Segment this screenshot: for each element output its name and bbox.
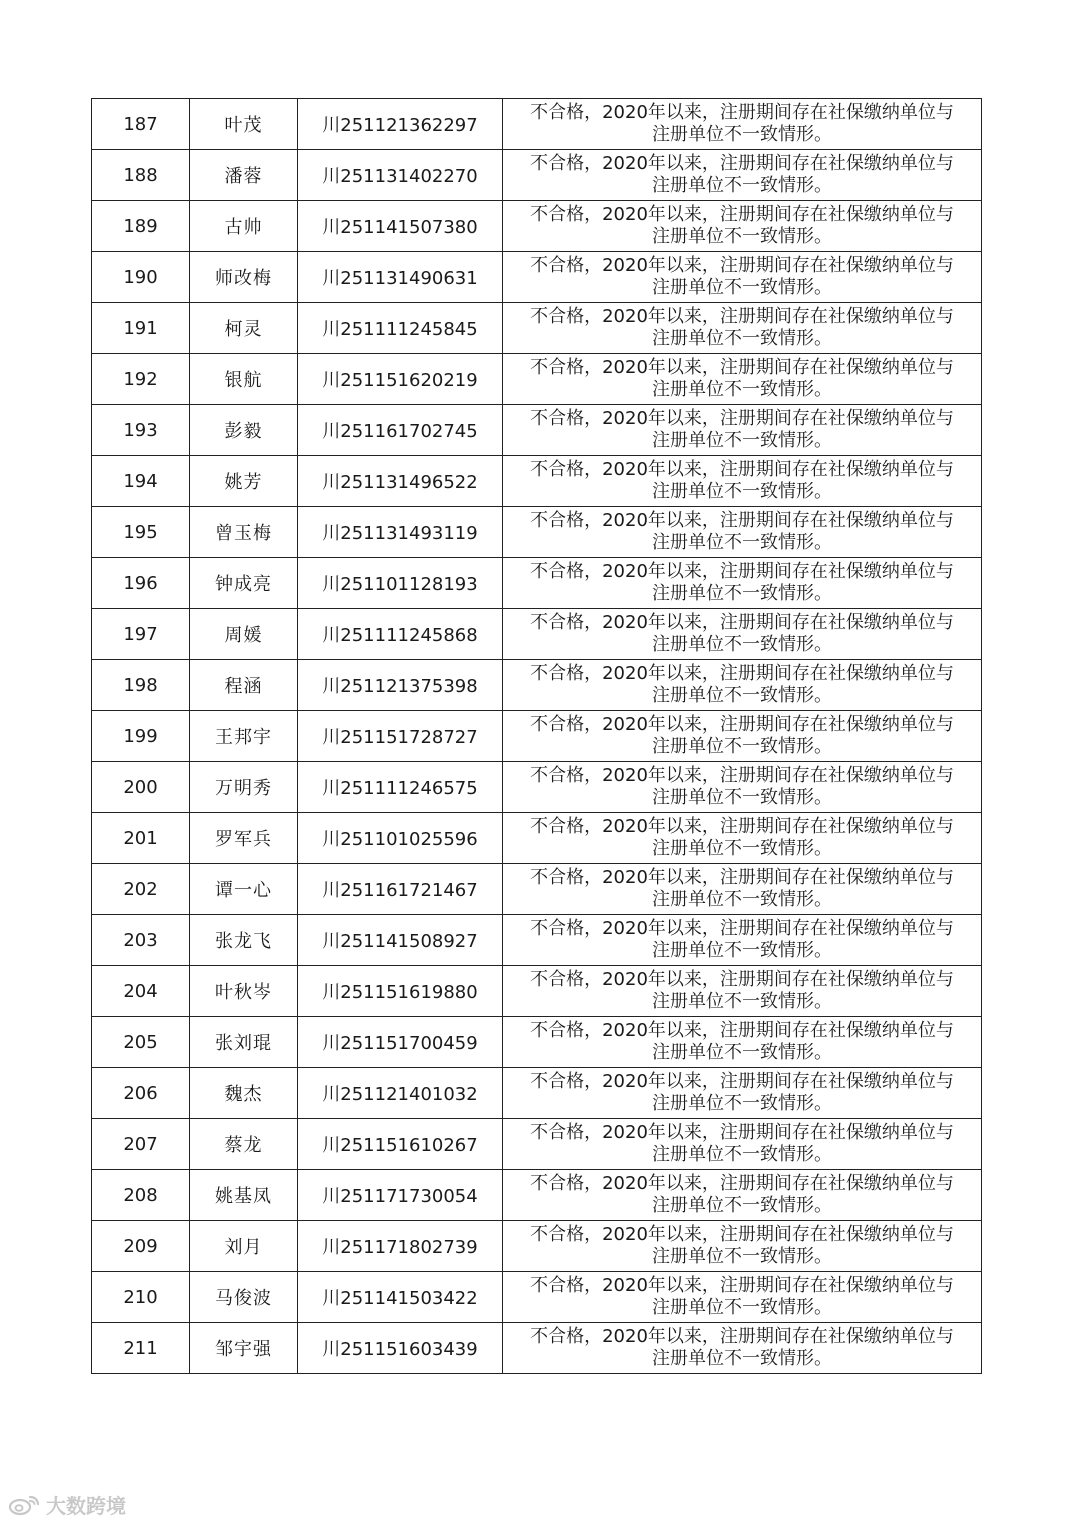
result-line-1: 不合格，2020年以来，注册期间存在社保缴纳单位与 — [530, 102, 954, 123]
table-row — [92, 201, 982, 252]
registration-number-cell: 川251121375398 — [298, 660, 503, 711]
seq-cell: 210 — [92, 1272, 190, 1323]
name-cell: 钟成亮 — [190, 558, 298, 609]
result-cell — [503, 660, 982, 711]
registration-number-cell: 川251171802739 — [298, 1221, 503, 1272]
table-row — [92, 303, 982, 354]
result-line-2: 注册单位不一致情形。 — [652, 736, 832, 757]
name-cell: 周媛 — [190, 609, 298, 660]
result-cell — [503, 1068, 982, 1119]
seq-cell: 206 — [92, 1068, 190, 1119]
watermark-text: 大数跨境 — [46, 1494, 126, 1518]
seq-cell: 198 — [92, 660, 190, 711]
result-cell — [503, 150, 982, 201]
result-line-2: 注册单位不一致情形。 — [652, 481, 832, 502]
result-cell — [503, 1119, 982, 1170]
result-line-1: 不合格，2020年以来，注册期间存在社保缴纳单位与 — [530, 357, 954, 378]
registration-number-cell: 川251161702745 — [298, 405, 503, 456]
result-cell — [503, 864, 982, 915]
table-row — [92, 354, 982, 405]
result-line-2: 注册单位不一致情形。 — [652, 991, 832, 1012]
result-line-2: 注册单位不一致情形。 — [652, 1042, 832, 1063]
result-cell — [503, 915, 982, 966]
name-cell: 潘蓉 — [190, 150, 298, 201]
seq-cell: 207 — [92, 1119, 190, 1170]
result-cell — [503, 1170, 982, 1221]
table-row — [92, 1323, 982, 1374]
table-row — [92, 1119, 982, 1170]
name-cell: 柯灵 — [190, 303, 298, 354]
result-line-1: 不合格，2020年以来，注册期间存在社保缴纳单位与 — [530, 1326, 954, 1347]
table-row — [92, 99, 982, 150]
table-row — [92, 966, 982, 1017]
registration-number-cell: 川251131490631 — [298, 252, 503, 303]
table-row — [92, 558, 982, 609]
seq-cell: 192 — [92, 354, 190, 405]
result-line-1: 不合格，2020年以来，注册期间存在社保缴纳单位与 — [530, 1071, 954, 1092]
result-line-2: 注册单位不一致情形。 — [652, 583, 832, 604]
registration-number-cell: 川251141508927 — [298, 915, 503, 966]
registration-number-cell: 川251151728727 — [298, 711, 503, 762]
seq-cell: 187 — [92, 99, 190, 150]
result-line-1: 不合格，2020年以来，注册期间存在社保缴纳单位与 — [530, 561, 954, 582]
result-line-1: 不合格，2020年以来，注册期间存在社保缴纳单位与 — [530, 969, 954, 990]
table-row — [92, 150, 982, 201]
result-line-2: 注册单位不一致情形。 — [652, 1195, 832, 1216]
name-cell: 马俊波 — [190, 1272, 298, 1323]
name-cell: 彭毅 — [190, 405, 298, 456]
result-line-2: 注册单位不一致情形。 — [652, 634, 832, 655]
table-row — [92, 1017, 982, 1068]
result-line-2: 注册单位不一致情形。 — [652, 226, 832, 247]
results-table — [91, 98, 982, 1374]
registration-number-cell: 川251151619880 — [298, 966, 503, 1017]
table-row — [92, 711, 982, 762]
result-line-1: 不合格，2020年以来，注册期间存在社保缴纳单位与 — [530, 816, 954, 837]
name-cell: 王邦宇 — [190, 711, 298, 762]
name-cell: 罗军兵 — [190, 813, 298, 864]
seq-cell: 195 — [92, 507, 190, 558]
seq-cell: 193 — [92, 405, 190, 456]
name-cell: 谭一心 — [190, 864, 298, 915]
registration-number-cell: 川251111245868 — [298, 609, 503, 660]
result-cell — [503, 609, 982, 660]
table-row — [92, 660, 982, 711]
result-line-1: 不合格，2020年以来，注册期间存在社保缴纳单位与 — [530, 714, 954, 735]
result-line-1: 不合格，2020年以来，注册期间存在社保缴纳单位与 — [530, 510, 954, 531]
result-line-1: 不合格，2020年以来，注册期间存在社保缴纳单位与 — [530, 1122, 954, 1143]
result-line-2: 注册单位不一致情形。 — [652, 379, 832, 400]
result-line-2: 注册单位不一致情形。 — [652, 940, 832, 961]
result-line-2: 注册单位不一致情形。 — [652, 1246, 832, 1267]
result-line-1: 不合格，2020年以来，注册期间存在社保缴纳单位与 — [530, 204, 954, 225]
result-cell — [503, 711, 982, 762]
table-row — [92, 762, 982, 813]
result-line-2: 注册单位不一致情形。 — [652, 1093, 832, 1114]
table-row — [92, 405, 982, 456]
table-row — [92, 1068, 982, 1119]
registration-number-cell: 川251151603439 — [298, 1323, 503, 1374]
weibo-logo-icon — [8, 1493, 42, 1517]
result-line-2: 注册单位不一致情形。 — [652, 685, 832, 706]
name-cell: 邹宇强 — [190, 1323, 298, 1374]
result-line-2: 注册单位不一致情形。 — [652, 889, 832, 910]
result-cell — [503, 507, 982, 558]
result-cell — [503, 762, 982, 813]
seq-cell: 200 — [92, 762, 190, 813]
result-line-2: 注册单位不一致情形。 — [652, 175, 832, 196]
result-cell — [503, 252, 982, 303]
result-line-1: 不合格，2020年以来，注册期间存在社保缴纳单位与 — [530, 918, 954, 939]
result-cell — [503, 966, 982, 1017]
registration-number-cell: 川251151700459 — [298, 1017, 503, 1068]
table-row — [92, 1221, 982, 1272]
name-cell: 姚芳 — [190, 456, 298, 507]
seq-cell: 197 — [92, 609, 190, 660]
result-line-2: 注册单位不一致情形。 — [652, 787, 832, 808]
seq-cell: 199 — [92, 711, 190, 762]
result-line-1: 不合格，2020年以来，注册期间存在社保缴纳单位与 — [530, 459, 954, 480]
seq-cell: 202 — [92, 864, 190, 915]
registration-number-cell: 川251141507380 — [298, 201, 503, 252]
name-cell: 刘月 — [190, 1221, 298, 1272]
result-line-1: 不合格，2020年以来，注册期间存在社保缴纳单位与 — [530, 153, 954, 174]
registration-number-cell: 川251131402270 — [298, 150, 503, 201]
result-line-2: 注册单位不一致情形。 — [652, 328, 832, 349]
table-row — [92, 915, 982, 966]
name-cell: 银航 — [190, 354, 298, 405]
result-line-2: 注册单位不一致情形。 — [652, 1348, 832, 1369]
seq-cell: 196 — [92, 558, 190, 609]
seq-cell: 203 — [92, 915, 190, 966]
seq-cell: 194 — [92, 456, 190, 507]
result-line-1: 不合格，2020年以来，注册期间存在社保缴纳单位与 — [530, 255, 954, 276]
seq-cell: 188 — [92, 150, 190, 201]
result-line-2: 注册单位不一致情形。 — [652, 124, 832, 145]
registration-number-cell: 川251111246575 — [298, 762, 503, 813]
registration-number-cell: 川251151610267 — [298, 1119, 503, 1170]
table-row — [92, 864, 982, 915]
name-cell: 张刘琨 — [190, 1017, 298, 1068]
name-cell: 程涵 — [190, 660, 298, 711]
result-cell — [503, 1272, 982, 1323]
registration-number-cell: 川251101128193 — [298, 558, 503, 609]
watermark — [8, 1490, 126, 1519]
table-row — [92, 609, 982, 660]
result-line-1: 不合格，2020年以来，注册期间存在社保缴纳单位与 — [530, 1275, 954, 1296]
registration-number-cell: 川251111245845 — [298, 303, 503, 354]
name-cell: 叶秋岑 — [190, 966, 298, 1017]
name-cell: 古帅 — [190, 201, 298, 252]
result-line-1: 不合格，2020年以来，注册期间存在社保缴纳单位与 — [530, 663, 954, 684]
registration-number-cell: 川251101025596 — [298, 813, 503, 864]
result-cell — [503, 201, 982, 252]
result-line-2: 注册单位不一致情形。 — [652, 838, 832, 859]
result-line-2: 注册单位不一致情形。 — [652, 430, 832, 451]
registration-number-cell: 川251131496522 — [298, 456, 503, 507]
result-cell — [503, 813, 982, 864]
table-row — [92, 456, 982, 507]
name-cell: 张龙飞 — [190, 915, 298, 966]
result-cell — [503, 558, 982, 609]
result-cell — [503, 303, 982, 354]
results-table-body — [92, 99, 982, 1374]
result-line-1: 不合格，2020年以来，注册期间存在社保缴纳单位与 — [530, 1173, 954, 1194]
registration-number-cell: 川251141503422 — [298, 1272, 503, 1323]
name-cell: 蔡龙 — [190, 1119, 298, 1170]
seq-cell: 208 — [92, 1170, 190, 1221]
table-row — [92, 813, 982, 864]
result-line-1: 不合格，2020年以来，注册期间存在社保缴纳单位与 — [530, 1224, 954, 1245]
table-row — [92, 507, 982, 558]
table-row — [92, 252, 982, 303]
result-cell — [503, 405, 982, 456]
registration-number-cell: 川251171730054 — [298, 1170, 503, 1221]
registration-number-cell: 川251121362297 — [298, 99, 503, 150]
table-row — [92, 1170, 982, 1221]
name-cell: 万明秀 — [190, 762, 298, 813]
result-line-1: 不合格，2020年以来，注册期间存在社保缴纳单位与 — [530, 765, 954, 786]
seq-cell: 211 — [92, 1323, 190, 1374]
result-line-1: 不合格，2020年以来，注册期间存在社保缴纳单位与 — [530, 867, 954, 888]
result-line-2: 注册单位不一致情形。 — [652, 1297, 832, 1318]
result-cell — [503, 456, 982, 507]
seq-cell: 201 — [92, 813, 190, 864]
result-line-1: 不合格，2020年以来，注册期间存在社保缴纳单位与 — [530, 306, 954, 327]
registration-number-cell: 川251161721467 — [298, 864, 503, 915]
name-cell: 叶茂 — [190, 99, 298, 150]
seq-cell: 191 — [92, 303, 190, 354]
result-line-1: 不合格，2020年以来，注册期间存在社保缴纳单位与 — [530, 408, 954, 429]
result-line-2: 注册单位不一致情形。 — [652, 1144, 832, 1165]
name-cell: 魏杰 — [190, 1068, 298, 1119]
result-line-2: 注册单位不一致情形。 — [652, 532, 832, 553]
result-cell — [503, 1017, 982, 1068]
result-line-1: 不合格，2020年以来，注册期间存在社保缴纳单位与 — [530, 1020, 954, 1041]
seq-cell: 209 — [92, 1221, 190, 1272]
result-cell — [503, 99, 982, 150]
result-cell — [503, 1323, 982, 1374]
registration-number-cell: 川251151620219 — [298, 354, 503, 405]
table-row — [92, 1272, 982, 1323]
name-cell: 曾玉梅 — [190, 507, 298, 558]
result-cell — [503, 1221, 982, 1272]
name-cell: 师改梅 — [190, 252, 298, 303]
result-line-2: 注册单位不一致情形。 — [652, 277, 832, 298]
registration-number-cell: 川251131493119 — [298, 507, 503, 558]
result-cell — [503, 354, 982, 405]
registration-number-cell: 川251121401032 — [298, 1068, 503, 1119]
seq-cell: 189 — [92, 201, 190, 252]
result-line-1: 不合格，2020年以来，注册期间存在社保缴纳单位与 — [530, 612, 954, 633]
seq-cell: 205 — [92, 1017, 190, 1068]
seq-cell: 190 — [92, 252, 190, 303]
seq-cell: 204 — [92, 966, 190, 1017]
name-cell: 姚基凤 — [190, 1170, 298, 1221]
